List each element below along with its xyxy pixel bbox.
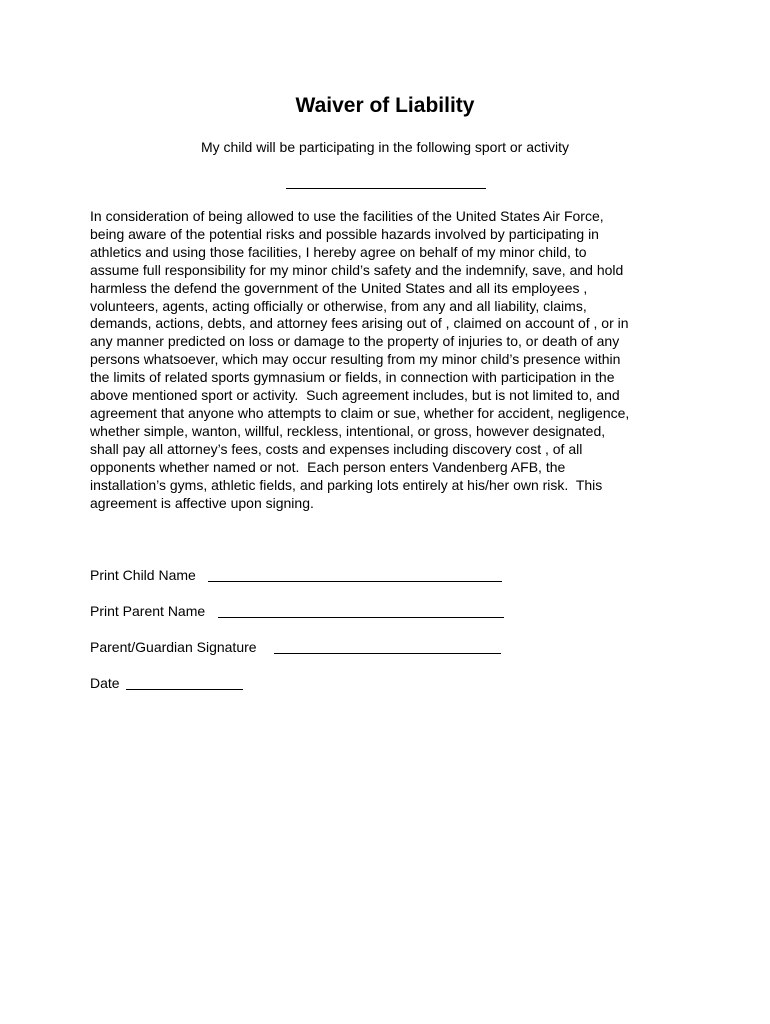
body-line: opponents whether named or not. Each person enters Vandenberg AFB, the bbox=[90, 458, 566, 475]
body-line: shall pay all attorney’s fees, costs and expenses including discovery cost , of all bbox=[90, 440, 583, 457]
body-line: agreement is affective upon signing. bbox=[90, 494, 314, 511]
parent-name-field bbox=[90, 602, 205, 620]
signature-field bbox=[90, 638, 257, 656]
body-line: volunteers, agents, acting officially or otherwise, from any and all liability, claims, bbox=[90, 297, 587, 314]
body-line: demands, actions, debts, and attorney fees arising out of , claimed on account of , or in bbox=[90, 315, 629, 332]
signature-label: Parent/Guardian Signature bbox=[90, 639, 257, 655]
body-line: installation’s gyms, athletic fields, and parking lots entirely at his/her own risk. This bbox=[90, 476, 603, 493]
body-line: above mentioned sport or activity. Such agreement includes, but is not limited to, and bbox=[90, 387, 620, 404]
activity-blank-line[interactable] bbox=[286, 188, 486, 189]
body-line: the limits of related sports gymnasium or fields, in connection with participation in the bbox=[90, 369, 615, 386]
child-name-field bbox=[90, 566, 196, 584]
date-blank[interactable] bbox=[126, 689, 243, 690]
body-line: being aware of the potential risks and possible hazards involved by participating in bbox=[90, 225, 599, 242]
date-field bbox=[90, 674, 120, 692]
parent-name-blank[interactable] bbox=[218, 617, 504, 618]
activity-prompt: My child will be participating in the following sport or activity bbox=[200, 139, 570, 155]
signature-blank[interactable] bbox=[274, 653, 501, 654]
parent-name-label: Print Parent Name bbox=[90, 603, 206, 619]
document-title: Waiver of Liability bbox=[295, 94, 475, 117]
body-line: any manner predicted on loss or damage to the property of injuries to, or death of any bbox=[90, 333, 620, 350]
body-line: whether simple, wanton, willful, reckless, intentional, or gross, however designated, bbox=[90, 422, 606, 439]
body-line: In consideration of being allowed to use the facilities of the United States Air Force, bbox=[90, 208, 604, 224]
body-line: agreement that anyone who attempts to claim or sue, whether for accident, negligence, bbox=[90, 404, 630, 421]
child-name-label: Print Child Name bbox=[90, 567, 196, 583]
date-label: Date bbox=[90, 675, 120, 691]
body-line: athletics and using those facilities, I hereby agree on behalf of my minor child, to bbox=[90, 243, 587, 260]
body-line: assume full responsibility for my minor child’s safety and the indemnify, save, and hold bbox=[90, 261, 624, 278]
waiver-body-paragraph bbox=[90, 208, 690, 512]
body-line: persons whatsoever, which may occur resulting from my minor child’s presence within bbox=[90, 351, 621, 368]
body-line: harmless the defend the government of the United States and all its employees , bbox=[90, 279, 588, 296]
child-name-blank[interactable] bbox=[208, 581, 502, 582]
